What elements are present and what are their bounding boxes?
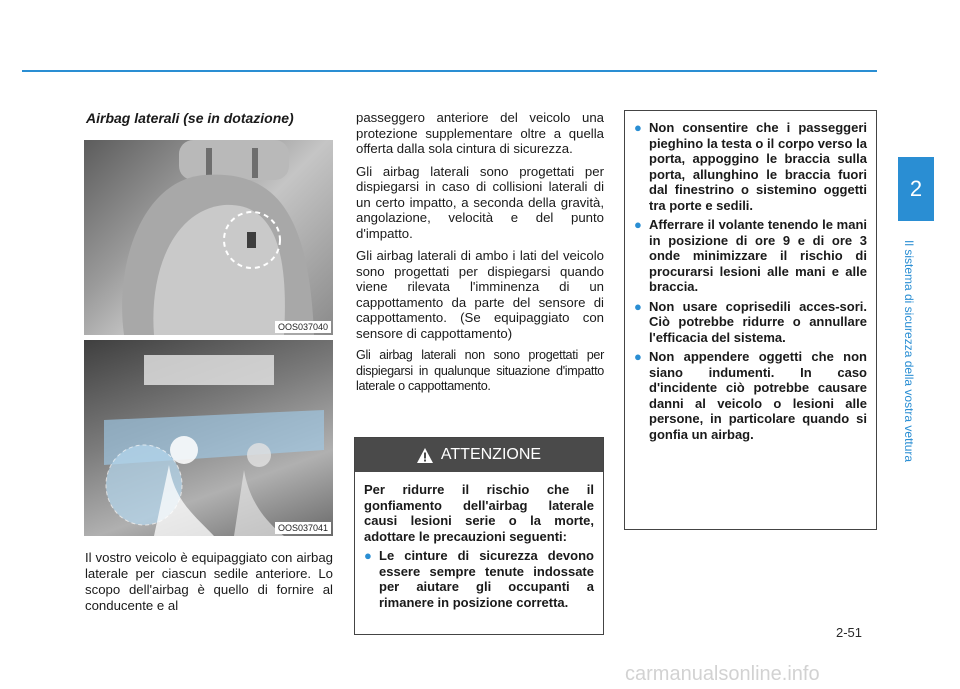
attention-list bbox=[364, 548, 594, 610]
list-item: ● Le cinture di sicurezza devono essere sempre tenute indossate per aiutare gli occupanti a rimanere in posizione corretta. bbox=[364, 548, 594, 610]
attention-title: ATTENZIONE bbox=[440, 446, 542, 463]
warning-list bbox=[634, 120, 867, 442]
body-paragraph: Gli airbag laterali sono progettati per dispiegarsi in caso di collisioni laterali di un certo impatto, a seconda della gravità, angolazione, velocità e del punto d'impatto. bbox=[356, 163, 604, 241]
attention-box bbox=[354, 437, 604, 635]
warning-triangle-icon bbox=[417, 448, 433, 463]
watermark: carmanualsonline.info bbox=[625, 663, 820, 685]
body-paragraph: passeggero anteriore del veicolo una protezione supplementare oltre a quella offerta dalla sola cintura di sicurezza. bbox=[356, 110, 604, 156]
seat-airbag-photo bbox=[84, 140, 333, 335]
list-item: ● Afferrare il volante tenendo le mani in posizione di ore 9 e di ore 3 onde minimizzare il rischio di procurarsi lesioni alle mani e alle braccia. bbox=[634, 217, 867, 294]
chapter-title: Il sistema di sicurezza della vostra vettura bbox=[902, 240, 916, 463]
side-airbag-deploy-photo bbox=[84, 340, 333, 536]
list-item: ● Non appendere oggetti che non siano indumenti. In caso d'incidente ciò potrebbe causare danni al veicolo o lesioni alle persone, in particolare quando si gonfia un airbag. bbox=[634, 349, 867, 442]
chapter-number-tab: 2 bbox=[898, 157, 934, 221]
bullet-icon: ● bbox=[634, 349, 642, 364]
list-item: ● Non consentire che i passeggeri pieghino la testa o il corpo verso la porta, appoggino le braccia sulla porta, allunghino le braccia fuori dal finestrino o sistemino oggetti tra porte e sedili. bbox=[634, 120, 867, 213]
seat-illustration bbox=[84, 140, 333, 335]
body-paragraph: Il vostro veicolo è equipaggiato con airbag laterale per ciascun sedile anteriore. Lo scopo dell'airbag è quello di fornire al conducente e al bbox=[85, 550, 333, 613]
bullet-icon: ● bbox=[634, 120, 642, 135]
attention-body bbox=[355, 472, 603, 610]
section-title: Airbag laterali (se in dotazione) bbox=[86, 110, 294, 126]
attention-header bbox=[355, 438, 603, 472]
bullet-icon: ● bbox=[364, 548, 372, 563]
top-rule bbox=[22, 70, 877, 72]
list-item: ● Non usare coprisedili acces-sori. Ciò potrebbe ridurre o annullare l'efficacia del sistema. bbox=[634, 298, 867, 345]
body-column-2 bbox=[356, 110, 604, 402]
body-paragraph: Gli airbag laterali di ambo i lati del veicolo sono progettati per dispiegarsi quando viene rilevata l'imminenza di un cappottamento da parte del sensore di cappottamento. (Se equipaggiato con sensore di cappottamento) bbox=[356, 248, 604, 341]
deployment-illustration bbox=[84, 340, 333, 536]
warning-box bbox=[624, 110, 877, 530]
photo-code: OOS037041 bbox=[275, 522, 331, 534]
bullet-icon: ● bbox=[634, 217, 642, 232]
page-number: 2-51 bbox=[836, 625, 863, 640]
body-paragraph: Gli airbag laterali non sono progettati per dispiegarsi in qualunque situazione d'impatto laterale o cappottamento. bbox=[356, 348, 604, 393]
bullet-icon: ● bbox=[634, 298, 642, 314]
photo-code: OOS037040 bbox=[275, 321, 331, 333]
attention-intro: Per ridurre il rischio che il gonfiamento dell'airbag laterale causi lesioni serie o la morte, adottare le precauzioni seguenti: bbox=[364, 482, 594, 544]
